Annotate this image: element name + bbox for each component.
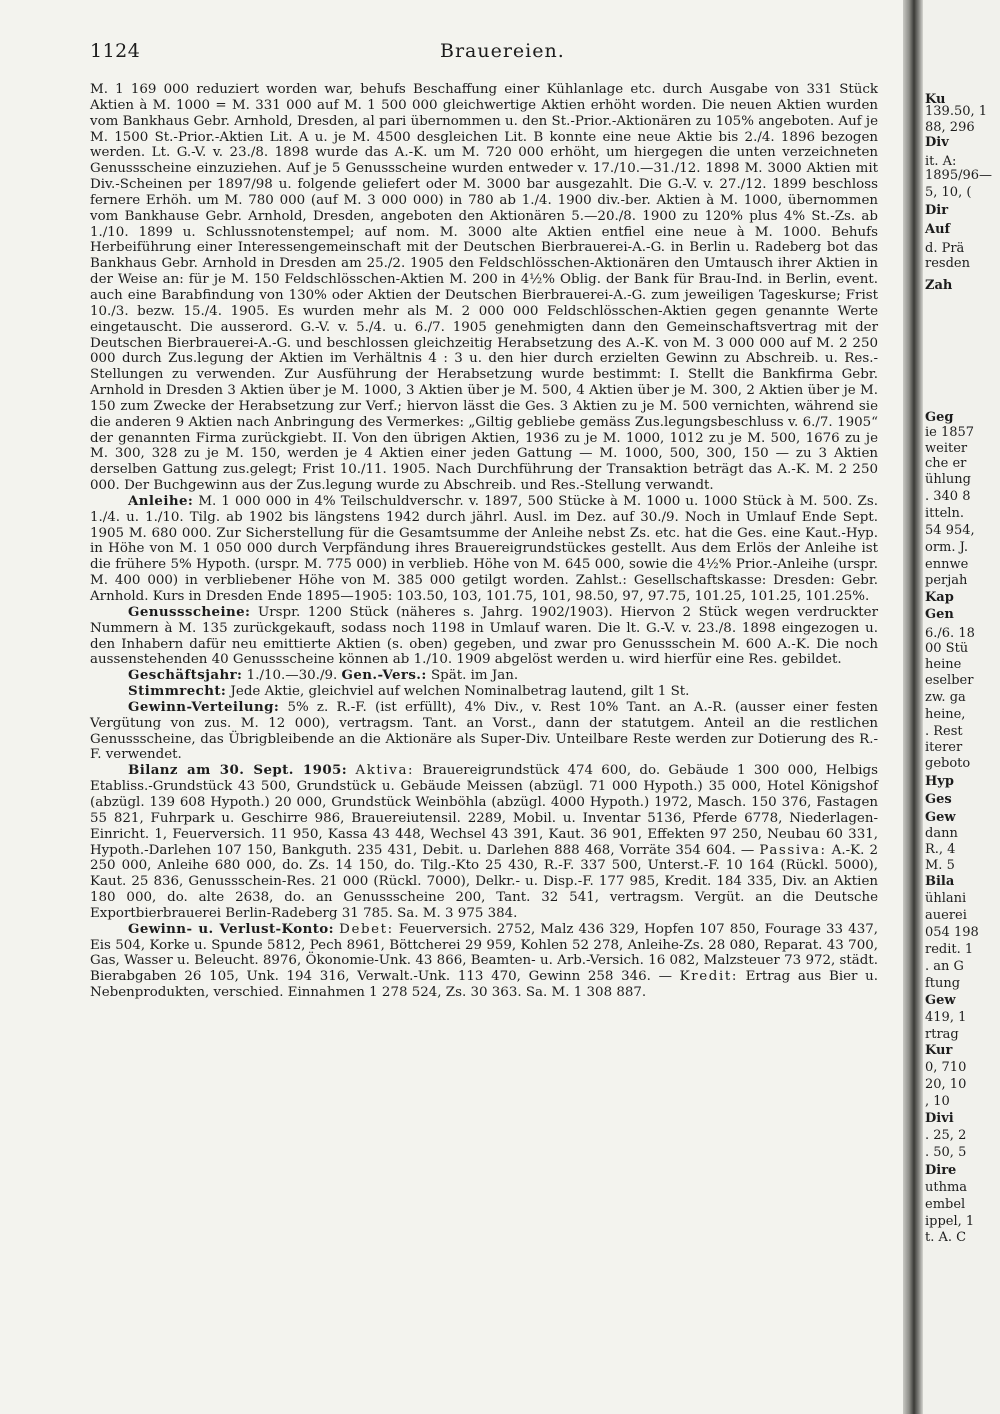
bilanz-passiva-text: A.-K. 2 250 000, Anleihe 680 000, do. Zs. 14 150, do. Tilg.-Kto 25 430, R.-F. 337 500, Unterst.-F. 10 164 (Rückl. 5000), Kaut. 25 836, Genussschein-Res. 21 000 (Rückl. 7000), Delkr.- u. Disp.-F. 177 985, Kredit. 184 335, Div. an Aktien 180 000, do. alte 2638, do. an Genussscheine 200, Tant. 32 541, vertragsm. Vergüt. an die Deutsche Exportbierbrauerei Berlin-Radeberg 31 785. Sa. M. 3 975 384. <box>90 842 878 921</box>
adjacent-page-edge <box>923 0 1000 1414</box>
adjacent-page-fragment: ippel, 1 <box>925 1214 975 1229</box>
adjacent-page-fragment: Kur <box>925 1043 953 1058</box>
adjacent-page-fragment: Auf <box>925 222 951 237</box>
paragraph-genussscheine <box>90 605 878 668</box>
adjacent-page-fragment: weiter <box>925 441 968 456</box>
book-spine-gutter <box>903 0 923 1414</box>
adjacent-page-fragment: che er <box>925 456 967 471</box>
adjacent-page-fragment: Ges <box>925 792 952 807</box>
adjacent-page-fragment: , 10 <box>925 1094 950 1109</box>
adjacent-page-fragment: redit. 1 <box>925 942 974 957</box>
adjacent-page-fragment: zw. ga <box>925 690 966 705</box>
aktiva-label: Aktiva: <box>355 763 415 779</box>
adjacent-page-fragment: it. A: <box>925 154 957 169</box>
adjacent-page-fragment: 054 198 <box>925 925 979 940</box>
adjacent-page-fragment: ftung <box>925 976 961 991</box>
running-title: Brauereien. <box>440 40 565 62</box>
adjacent-page-fragment: auerei <box>925 908 967 923</box>
adjacent-page-fragment: Hyp <box>925 774 954 789</box>
adjacent-page-fragment: Zah <box>925 278 953 293</box>
stimmrecht-label: Stimmrecht: <box>128 683 227 700</box>
paragraph-capital-history: M. 1 169 000 reduziert worden war, behufs Beschaffung einer Kühlanlage etc. durch Ausgabe von 331 Stück Aktien à M. 1000 = M. 331 000 auf M. 1 500 000 gleichwertige Aktien erhöht worden. Die neuen Aktien wurden vom Bankhaus Gebr. Arnhold, Dresden, al pari übernommen u. den St.-Prior.-Aktionären zu 105% angeboten. Auf je M. 1500 St.-Prior.-Aktien Lit. A u. je M. 4500 desgleichen Lit. B konnte eine neue Aktie bis 2./4. 1896 bezogen werden. Lt. G.-V. v. 23./8. 1898 wurde das A.-K. um M. 720 000 erhöht, um hiergegen die unten verzeichneten Genussscheine einzuziehen. Auf je 5 Genussscheine wurden entweder v. 17./10.—31./12. 1898 M. 3000 Aktien mit Div.-Scheinen per 1897/98 u. folgende geliefert oder M. 3000 bar ausgezahlt. Die G.-V. v. 27./12. 1899 beschloss fernere Erhöh. um M. 780 000 (auf M. 3 000 000) in 780 ab 1./4. 1900 div.-ber. Aktien à M. 1000, übernommen vom Bankhause Gebr. Arnhold, Dresden, angeboten den Aktionären 5.—20./8. 1900 zu 120% plus 4% St.-Zs. ab 1./10. 1899 u. Schlussnotenstempel; auf nom. M. 3000 alte Aktien entfiel eine neue à M. 1000. Behufs Herbeiführung einer Interessengemeinschaft mit der Deutschen Bierbrauerei-A.-G. in Berlin u. Radeberg bot das Bankhaus Gebr. Arnhold in Dresden am 25./2. 1905 den Feldschlösschen-Aktionären den Umtausch ihrer Aktien in der Weise an: für je M. 150 Feldschlösschen-Aktien M. 200 in 4½% Oblig. der Bank für Brau-Ind. in Berlin, event. auch eine Barabfindung von 130% oder Aktien der Deutschen Bierbrauerei-A.-G. zum jeweiligen Tageskurse; Frist 10./3. bezw. 15./4. 1905. Es wurden mehr als M. 2 000 000 Feldschlösschen-Aktien gegen genannte Werte eingetauscht. Die ausserord. G.-V. v. 5./4. u. 6./7. 1905 genehmigten dann den Gemeinschaftsvertrag mit der Deutschen Bierbrauerei-A.-G. und beschlossen gleichzeitig Herabsetzung des A.-K. von M. 3 000 000 auf M. 2 250 000 durch Zus.legung der Aktien im Verhältnis 4 : 3 u. den hier durch erzielten Gewinn zu Abschreib. u. Res.-Stellungen zu verwenden. Zur Ausführung der Herabsetzung wurde bestimmt: I. Stellt die Bankfirma Gebr. Arnhold in Dresden 3 Aktien über je M. 1000, 3 Aktien über je M. 500, 4 Aktien über je M. 300, 2 Aktien über je M. 150 zum Zwecke der Herabsetzung zur Verf.; hiervon lässt die Ges. 3 Aktien zu je M. 500 vernichten, während sie die anderen 9 Aktien nach Anbringung des Vermerkes: „Giltig gebliebe gemäss Zus.legungsbeschluss v. 6./7. 1905“ der genannten Firma zurückgiebt. II. Von den übrigen Aktien, 1936 zu je M. 1000, 1012 zu je M. 500, 1676 zu je M. 300, 328 zu je M. 150, werden je 4 Aktien einer jeden Gattung — M. 1000, 500, 300, 150 — zu 3 Aktien derselben Gattung zus.gelegt; Frist 10./11. 1905. Nach Durchführung der Transaktion beträgt das A.-K. M. 2 250 000. Der Buchgewinn aus der Zus.legung wurde zu Abschreib. und Res.-Stellung verwandt. <box>90 82 878 494</box>
main-text-column <box>90 82 878 1001</box>
adjacent-page-fragment: Kap <box>925 590 954 605</box>
geschaeftsjahr-label: Geschäftsjahr: <box>128 667 243 684</box>
adjacent-page-fragment: perjah <box>925 573 968 588</box>
adjacent-page-fragment: . 340 8 <box>925 489 971 504</box>
paragraph-gewinn-verlust <box>90 922 878 1001</box>
paragraph-gewinn-verteilung <box>90 700 878 763</box>
adjacent-page-fragment: Div <box>925 135 949 150</box>
adjacent-page-fragment: ie 1857 <box>925 425 975 440</box>
adjacent-page-fragment: d. Prä <box>925 241 965 256</box>
gewinn-verteilung-text: 5% z. R.-F. (ist erfüllt), 4% Div., v. Rest 10% Tant. an A.-R. (ausser einer festen Vergütung von zus. M. 12 000), vertragsm. Tant. an Vorst., dann der statutgem. Anteil an die restlichen Genussscheine, das Übrigbleibende an die Aktionäre als Super-Div. Unteilbare Reste werden zur Dotierung des R.-F. verwendet. <box>90 699 878 763</box>
adjacent-page-fragment: eselber <box>925 673 974 688</box>
adjacent-page-fragment: . Rest <box>925 724 963 739</box>
genussscheine-label: Genussscheine: <box>128 603 251 620</box>
adjacent-page-fragment: Gew <box>925 810 956 825</box>
anleihe-label: Anleihe: <box>128 492 194 509</box>
adjacent-page-fragment: 54 954, <box>925 523 975 538</box>
adjacent-page-fragment: M. 5 <box>925 858 955 873</box>
adjacent-page-fragment: Divi <box>925 1111 954 1126</box>
adjacent-page-fragment: iterer <box>925 740 963 755</box>
adjacent-page-fragment: 0, 710 <box>925 1060 967 1075</box>
adjacent-page-fragment: ennwe <box>925 557 969 572</box>
adjacent-page-fragment: heine, <box>925 707 966 722</box>
adjacent-page-fragment: Dir <box>925 203 949 218</box>
adjacent-page-fragment: geboto <box>925 756 971 771</box>
paragraph-stimmrecht <box>90 684 878 700</box>
gewinn-verlust-kredit-text: Ertrag aus Bier u. Nebenprodukten, verschied. Einnahmen 1 278 524, Zs. 30 363. Sa. M. 1 308 887. <box>90 969 878 1001</box>
paragraph-geschaeftsjahr <box>90 668 878 684</box>
adjacent-page-fragment: . 50, 5 <box>925 1145 967 1160</box>
kredit-label: Kredit: <box>679 969 738 985</box>
adjacent-page-fragment: 6./6. 18 <box>925 626 975 641</box>
adjacent-page-fragment: Gew <box>925 993 956 1008</box>
adjacent-page-fragment: embel <box>925 1197 966 1212</box>
adjacent-page-fragment: ühlung <box>925 472 971 487</box>
adjacent-page-fragment: 20, 10 <box>925 1077 967 1092</box>
adjacent-page-fragment: R., 4 <box>925 842 956 857</box>
adjacent-page-fragment: orm. J. <box>925 540 968 555</box>
bilanz-label: Bilanz am 30. Sept. 1905: <box>128 762 348 779</box>
gen-vers-label: Gen.-Vers.: <box>341 667 427 684</box>
adjacent-page-fragment: itteln. <box>925 506 964 521</box>
geschaeftsjahr-text: 1./10.—30./9. <box>246 668 338 684</box>
adjacent-page-fragment: 419, 1 <box>925 1010 967 1025</box>
adjacent-page-fragment: rtrag <box>925 1027 959 1042</box>
adjacent-page-fragment: . an G <box>925 959 964 974</box>
paragraph-anleihe <box>90 494 878 605</box>
adjacent-page-fragment: Dire <box>925 1163 957 1178</box>
adjacent-page-fragment: 88, 296 <box>925 120 975 135</box>
adjacent-page-fragment: 1895/96— <box>925 168 993 183</box>
adjacent-page-fragment: Bila <box>925 874 955 889</box>
adjacent-page-fragment: Gen <box>925 607 954 622</box>
adjacent-page-fragment: dann <box>925 826 958 841</box>
anleihe-text: M. 1 000 000 in 4% Teilschuldverschr. v. 1897, 500 Stücke à M. 1000 u. 1000 Stück à M. 500. Zs. 1./4. u. 1./10. Tilg. ab 1902 bis längstens 1942 durch jährl. Ausl. im Dez. auf 30./9. Noch in Umlauf Ende Sept. 1905 M. 680 000. Zur Sicherstellung für die Gesamtsumme der Anleihe nebst Zs. etc. hat die Ges. eine Kaut.-Hyp. in Höhe von M. 1 050 000 durch Verpfändung ihres Brauereigrundstückes gestellt. Aus dem Erlös der Anleihe ist die frühere 5% Hypoth. (urspr. M. 775 000) in verblieb. Höhe von M. 645 000, sowie die 4½% Prior.-Anleihe (urspr. M. 400 000) in verbliebener Höhe von M. 385 000 getilgt worden. Zahlst.: Gesellschaftskasse: Dresden: Gebr. Arnhold. Kurs in Dresden Ende 1895—1905: 103.50, 103, 101.75, 101, 98.50, 97, 97.75, 101.25, 101.25, 101.25%. <box>90 493 878 604</box>
adjacent-page-fragment: 139.50, 1 <box>925 104 988 119</box>
adjacent-page-fragment: Ku <box>925 92 946 107</box>
gewinn-verlust-debet-text: Feuerversich. 2752, Malz 436 329, Hopfen 107 850, Fourage 33 437, Eis 504, Korke u. Spunde 5812, Pech 8961, Böttcherei 29 959, Kohlen 52 278, Anleihe-Zs. 28 080, Reparat. 43 700, Gas, Wasser u. Beleucht. 8976, Ökonomie-Unk. 43 866, Beamten- u. Arb.-Versich. 16 082, Malzsteuer 73 972, städt. Bierabgaben 26 105, Unk. 194 316, Verwalt.-Unk. 113 470, Gewinn 258 346. — <box>90 921 878 985</box>
adjacent-page-fragment: resden <box>925 256 970 271</box>
adjacent-page-fragment: t. A. C <box>925 1230 967 1245</box>
gewinn-verlust-label: Gewinn- u. Verlust-Konto: <box>128 920 334 937</box>
gen-vers-text: Spät. im Jan. <box>430 668 519 684</box>
adjacent-page-fragment: ühlani <box>925 891 967 906</box>
debet-label: Debet: <box>339 921 394 937</box>
passiva-label: Passiva: <box>759 842 827 858</box>
genussscheine-text: Urspr. 1200 Stück (näheres s. Jahrg. 1902/1903). Hiervon 2 Stück wegen verdruckter Nummern à M. 135 zurückgekauft, sodass noch 1198 in Umlauf waren. Die lt. G.-V. v. 23./8. 1898 eingezogen u. den Inhabern dafür neu emittierte Aktien (s. oben) gegeben, und zwar pro Genussschein M. 600 A.-K. Die noch aussenstehenden 40 Genussscheine können ab 1./10. 1909 abgelöst werden u. wird hierfür eine Res. gebildet. <box>90 604 878 668</box>
bilanz-aktiva-text: Brauereigrundstück 474 600, do. Gebäude 1 300 000, Helbigs Etabliss.-Grundstück 43 500, Grundstück u. Gebäude Meissen (abzügl. 71 000 Hypoth.) 35 000, Hotel Königshof (abzügl. 139 608 Hypoth.) 20 000, Grundstück Weinböhla (abzügl. 4000 Hypoth.) 1972, Masch. 150 376, Fastagen 55 821, Fuhrpark u. Geschirre 986, Brauereiutensil. 2289, Mobil. u. Inventar 5136, Pferde 6778, Niederlagen-Einricht. 1, Feuerversich. 11 950, Kassa 43 448, Wechsel 43 391, Kaut. 36 901, Effekten 97 250, Neubau 60 331, Hypoth.-Darlehen 107 150, Bankguth. 235 431, Debit. u. Darlehen 888 468, Vorräte 354 604. — <box>90 763 878 858</box>
adjacent-page-fragment: 00 Stü <box>925 641 969 656</box>
paragraph-bilanz <box>90 763 878 921</box>
adjacent-page-fragment: heine <box>925 657 962 672</box>
adjacent-page-fragment: 5, 10, ( <box>925 185 972 200</box>
adjacent-page-fragment: . 25, 2 <box>925 1128 967 1143</box>
page-number: 1124 <box>90 40 141 62</box>
adjacent-page-fragment: Geg <box>925 410 954 425</box>
stimmrecht-text: Jede Aktie, gleichviel auf welchen Nominalbetrag lautend, gilt 1 St. <box>230 684 690 700</box>
adjacent-page-fragment: uthma <box>925 1180 968 1195</box>
gewinn-verteilung-label: Gewinn-Verteilung: <box>128 698 280 715</box>
